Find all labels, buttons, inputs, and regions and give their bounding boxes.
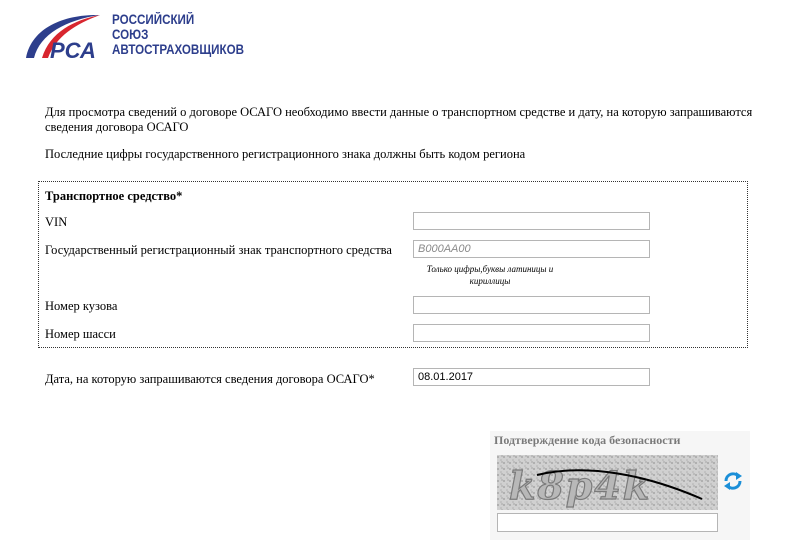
captcha-code-text: k8p4k (509, 463, 652, 508)
logo-text (112, 12, 244, 57)
logo-line-3: АВТОСТРАХОВЩИКОВ (112, 42, 244, 57)
region-note: Последние цифры государственного регистрационного знака должны быть кодом региона (45, 147, 526, 161)
body-number-input[interactable] (413, 296, 650, 314)
rsa-logo-icon (22, 12, 104, 64)
captcha-input[interactable] (497, 513, 718, 532)
plate-hint: Только цифры,буквы латиницы и кириллицы (426, 264, 554, 286)
body-number-label: Номер кузова (45, 299, 118, 313)
vin-input[interactable] (413, 212, 650, 230)
date-input[interactable] (413, 368, 650, 386)
refresh-icon[interactable] (722, 470, 744, 492)
logo-line-1: РОССИЙСКИЙ (112, 12, 195, 27)
chassis-number-input[interactable] (413, 324, 650, 342)
date-label: Дата, на которую запрашиваются сведения договора ОСАГО* (45, 372, 375, 386)
logo-line-2: СОЮЗ (112, 27, 149, 42)
vehicle-section (38, 181, 748, 348)
logo-abbr: РСА (50, 38, 96, 63)
vehicle-title: Транспортное средство* (45, 189, 183, 203)
intro-text: Для просмотра сведений о договоре ОСАГО необходимо ввести данные о транспортном средстве и дату, на которую запрашиваются сведения договора ОСАГО (45, 105, 753, 134)
plate-label: Государственный регистрационный знак транспортного средства (45, 243, 392, 257)
chassis-number-label: Номер шасси (45, 327, 116, 341)
captcha-title: Подтверждение кода безопасности (494, 433, 681, 447)
plate-input[interactable] (413, 240, 650, 258)
vin-label: VIN (45, 215, 68, 229)
captcha-image (497, 455, 718, 510)
